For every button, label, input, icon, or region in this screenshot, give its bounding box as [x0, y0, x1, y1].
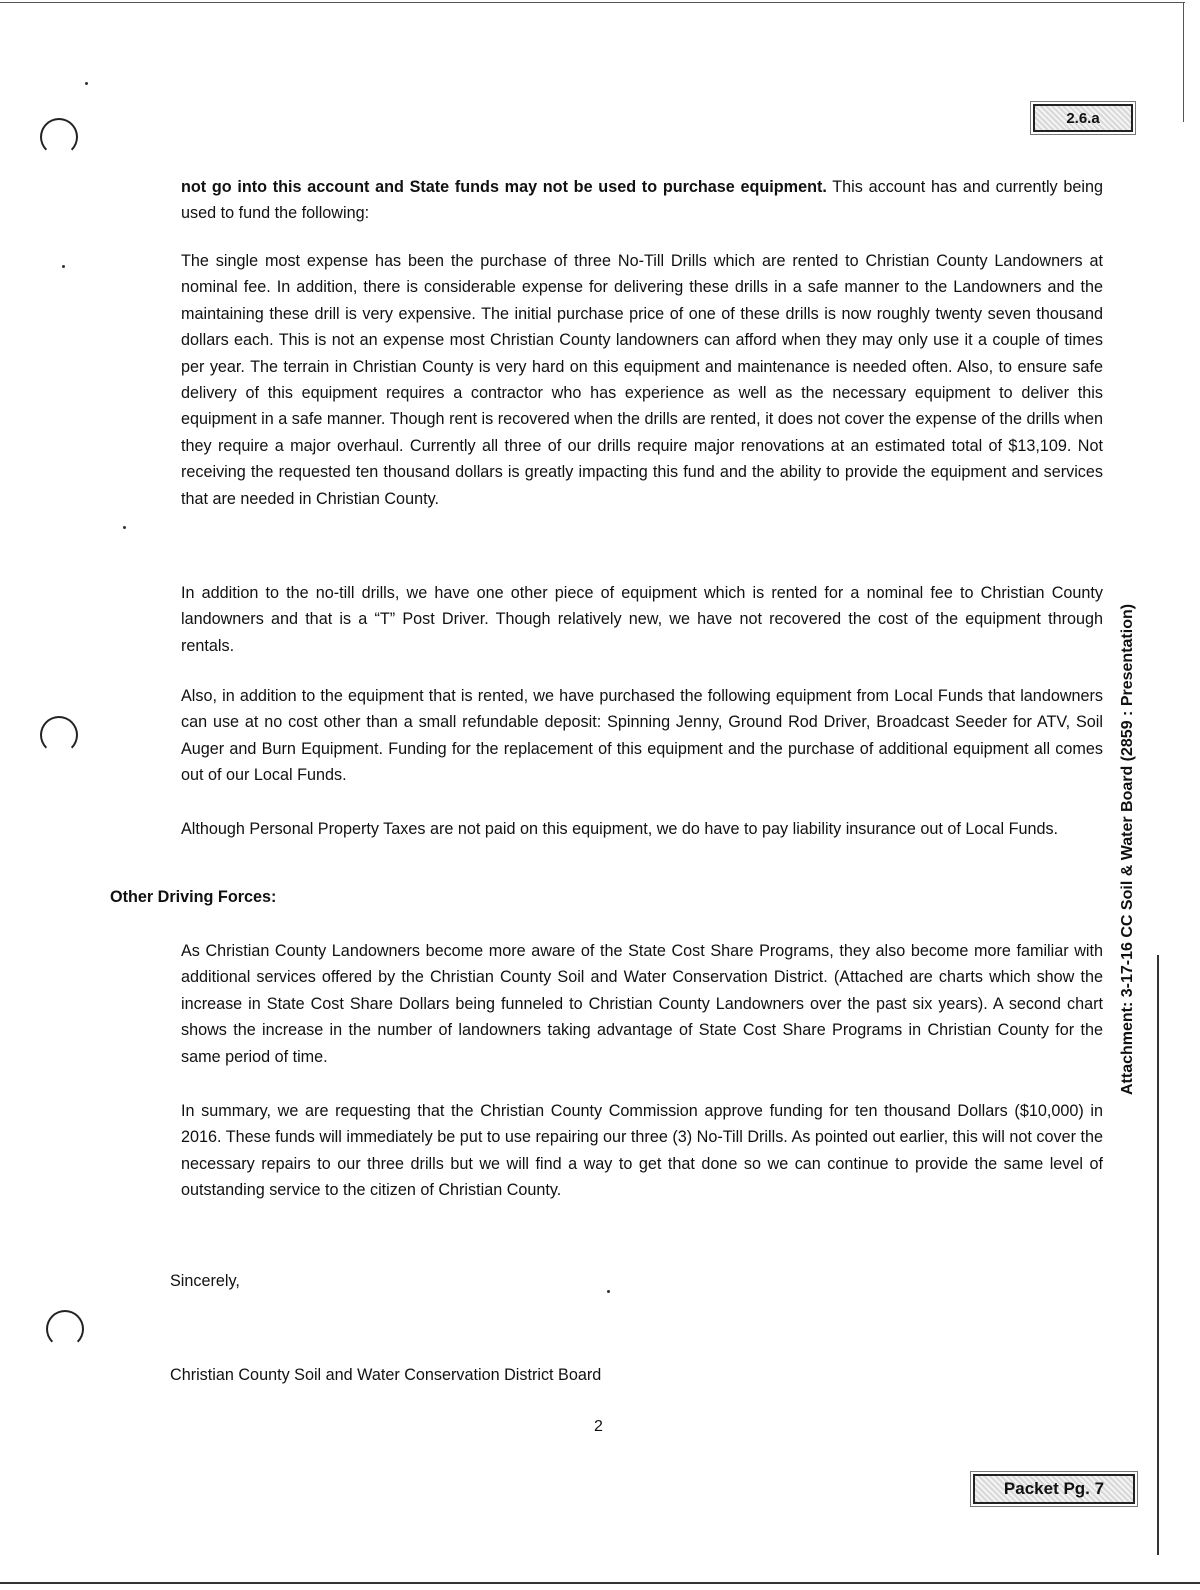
scan-speck [85, 82, 88, 85]
page-border-right [1183, 2, 1184, 122]
page-border-top [0, 2, 1185, 3]
paragraph-cost-share: As Christian County Landowners become more aware of the State Cost Share Programs, they also become more familiar with additional services offered by the Christian County Soil and Water Conservation District. (Attached are charts which show the increase in State Cost Share Dollars being funneled to Christian County Landowners over the past six years). A second chart shows the increase in the number of landowners taking advantage of State Cost Share Programs in Christian County for the same period of time. [181, 942, 1103, 1066]
paragraph-account-use [181, 174, 1103, 227]
scan-speck [123, 526, 126, 529]
scan-speck [607, 1290, 610, 1293]
scan-speck [62, 265, 65, 268]
page-border-bottom [0, 1582, 1200, 1584]
section-heading: Other Driving Forces: [110, 888, 277, 906]
paragraph-summary: In summary, we are requesting that the Christian County Commission approve funding for ten thousand Dollars ($10,000) in 2016. These funds will immediately be put to use repairing our three (3) No-Till Drills. As pointed out earlier, this will not cover the necessary repairs to our three drills but we will find a way to get that done so we can continue to provide the same level of outstanding service to the citizen of Christian County. [181, 1102, 1103, 1200]
signature-line: Christian County Soil and Water Conservation District Board [170, 1366, 602, 1384]
closing: Sincerely, [170, 1272, 240, 1290]
paragraph-no-till-drills: The single most expense has been the purchase of three No-Till Drills which are rented to Christian County Landowners at nominal fee. In addition, there is considerable expense for delivering these drills in a safe manner to the Landowners and the maintaining these drill is very expensive. The initial purchase price of one of these drills is now roughly twenty seven thousand dollars each. This is not an expense most Christian County landowners can afford when they may only use it a couple of times per year. The terrain in Christian County is very hard on this equipment and maintenance is needed often. Also, to ensure safe delivery of this equipment requires a contractor who has experience as well as the necessary equipment to deliver this equipment in a safe manner. Though rent is recovered when the drills are rented, it does not cover the expense of the drills when they require a major overhaul. Currently all three of our drills require major renovations at an estimated total of $13,109. Not receiving the requested ten thousand dollars is greatly impacting this fund and the ability to provide the equipment and services that are needed in Christian County. [181, 252, 1103, 508]
punch-hole-top [40, 118, 78, 156]
paragraph-post-driver: In addition to the no-till drills, we have one other piece of equipment which is rented for a nominal fee to Christian County landowners and that is a “T” Post Driver. Though relatively new, we have not recovered the cost of the equipment through rentals. [181, 584, 1103, 655]
margin-rule [1157, 955, 1159, 1555]
punch-hole-bottom [46, 1310, 84, 1348]
attachment-side-label: Attachment: 3-17-16 CC Soil & Water Board (2859 : Presentation) [1119, 603, 1136, 1095]
attachment-number-stamp: 2.6.a [1033, 104, 1133, 132]
paragraph-local-funds-equipment: Also, in addition to the equipment that is rented, we have purchased the following equipment from Local Funds that landowners can use at no cost other than a small refundable deposit: Spinning Jenny, Ground Rod Driver, Broadcast Seeder for ATV, Soil Auger and Burn Equipment. Funding for the replacement of this equipment and the purchase of additional equipment all comes out of our Local Funds. [181, 687, 1103, 785]
punch-hole-middle [40, 716, 78, 754]
paragraph-liability-insurance: Although Personal Property Taxes are not paid on this equipment, we do have to pay liability insurance out of Local Funds. [181, 820, 1059, 838]
paragraph-account-use-rest: This account has and currently being used to fund the following: [181, 178, 1103, 223]
page-number: 2 [594, 1418, 603, 1435]
paragraph-account-use-bold: not go into this account and State funds may not be used to purchase equipment. [181, 178, 827, 196]
packet-page-stamp: Packet Pg. 7 [973, 1474, 1135, 1504]
